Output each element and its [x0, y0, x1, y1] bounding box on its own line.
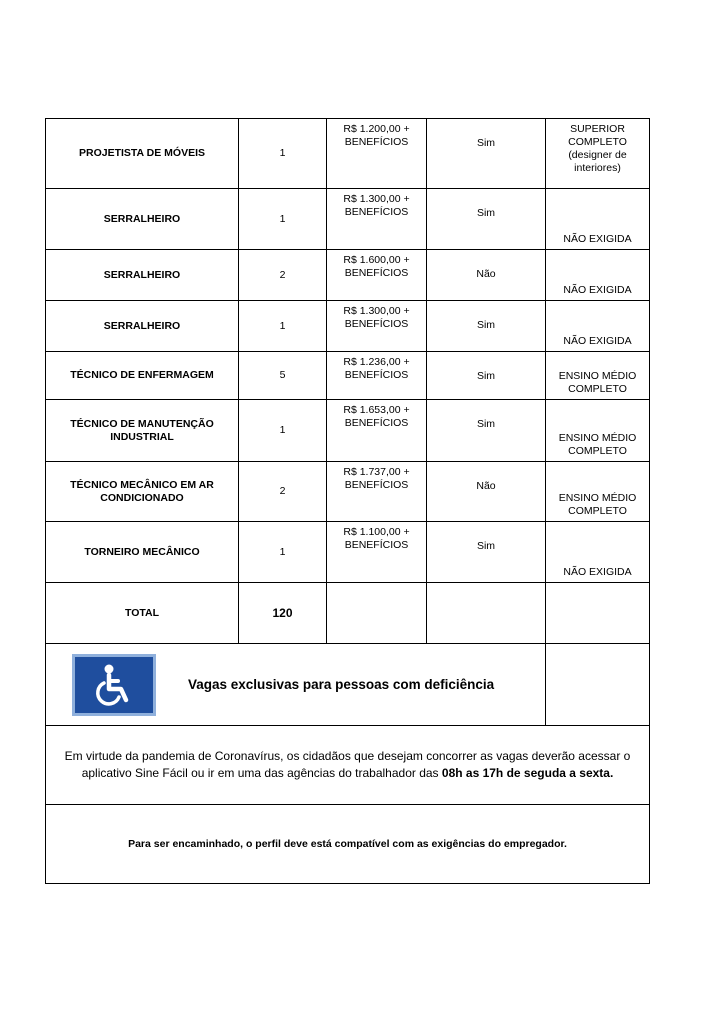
vacancies-cell: 1	[239, 400, 327, 462]
salary-cell: R$ 1.653,00 + BENEFÍCIOS	[327, 400, 427, 462]
total-row	[46, 583, 650, 644]
experience-cell: Sim	[427, 189, 546, 250]
experience-cell: Não	[427, 462, 546, 522]
total-empty-cell	[327, 583, 427, 644]
vacancies-cell: 1	[239, 119, 327, 189]
vacancies-cell: 2	[239, 250, 327, 301]
education-cell: ENSINO MÉDIO COMPLETO	[546, 462, 650, 522]
job-title-cell: TÉCNICO DE MANUTENÇÃO INDUSTRIAL	[46, 400, 239, 462]
footer-row	[46, 805, 650, 884]
salary-cell: R$ 1.300,00 + BENEFÍCIOS	[327, 189, 427, 250]
vacancies-cell: 5	[239, 352, 327, 400]
vacancies-cell: 1	[239, 301, 327, 352]
pcd-text: Vagas exclusivas para pessoas com deficiência	[188, 677, 495, 692]
salary-cell: R$ 1.737,00 + BENEFÍCIOS	[327, 462, 427, 522]
job-title-cell: SERRALHEIRO	[46, 250, 239, 301]
job-title-cell: TORNEIRO MECÂNICO	[46, 522, 239, 583]
pcd-row	[46, 644, 650, 726]
experience-cell: Não	[427, 250, 546, 301]
education-cell: NÃO EXIGIDA	[546, 189, 650, 250]
experience-cell: Sim	[427, 400, 546, 462]
salary-cell: R$ 1.300,00 + BENEFÍCIOS	[327, 301, 427, 352]
pcd-banner	[46, 644, 546, 726]
footer-note: Para ser encaminhado, o perfil deve está compatível com as exigências do empregador.	[46, 805, 650, 884]
wheelchair-icon	[72, 654, 156, 716]
table-row	[46, 352, 650, 400]
education-cell: ENSINO MÉDIO COMPLETO	[546, 352, 650, 400]
salary-cell: R$ 1.236,00 + BENEFÍCIOS	[327, 352, 427, 400]
experience-cell: Sim	[427, 301, 546, 352]
job-title-cell: TÉCNICO DE ENFERMAGEM	[46, 352, 239, 400]
vacancies-cell: 2	[239, 462, 327, 522]
salary-cell: R$ 1.100,00 + BENEFÍCIOS	[327, 522, 427, 583]
total-label: TOTAL	[46, 583, 239, 644]
job-table	[45, 118, 650, 884]
vacancies-cell: 1	[239, 189, 327, 250]
job-title-cell: TÉCNICO MECÂNICO EM AR CONDICIONADO	[46, 462, 239, 522]
vacancies-cell: 1	[239, 522, 327, 583]
education-cell: SUPERIOR COMPLETO (designer de interiores)	[546, 119, 650, 189]
experience-cell: Sim	[427, 522, 546, 583]
education-cell: ENSINO MÉDIO COMPLETO	[546, 400, 650, 462]
salary-cell: R$ 1.600,00 + BENEFÍCIOS	[327, 250, 427, 301]
education-cell: NÃO EXIGIDA	[546, 301, 650, 352]
education-cell: NÃO EXIGIDA	[546, 250, 650, 301]
experience-cell: Sim	[427, 119, 546, 189]
job-rows	[46, 119, 650, 583]
education-cell: NÃO EXIGIDA	[546, 522, 650, 583]
table-row	[46, 462, 650, 522]
table-row	[46, 119, 650, 189]
pandemic-notice	[46, 726, 650, 805]
pcd-empty-cell	[546, 644, 650, 726]
notice-row	[46, 726, 650, 805]
salary-cell: R$ 1.200,00 + BENEFÍCIOS	[327, 119, 427, 189]
total-empty-cell	[546, 583, 650, 644]
table-row	[46, 250, 650, 301]
total-value: 120	[239, 583, 327, 644]
job-title-cell: SERRALHEIRO	[46, 189, 239, 250]
total-empty-cell	[427, 583, 546, 644]
job-title-cell: SERRALHEIRO	[46, 301, 239, 352]
table-row	[46, 522, 650, 583]
notice-text: Em virtude da pandemia de Coronavírus, os cidadãos que desejam concorrer as vagas deverão acessar o aplicativo Sine Fácil ou ir em uma das agências do trabalhador das	[64, 749, 631, 780]
table-row	[46, 400, 650, 462]
job-title-cell: PROJETISTA DE MÓVEIS	[46, 119, 239, 189]
table-row	[46, 301, 650, 352]
experience-cell: Sim	[427, 352, 546, 400]
table-row	[46, 189, 650, 250]
notice-hours: 08h as 17h de seguda a sexta.	[441, 766, 614, 780]
